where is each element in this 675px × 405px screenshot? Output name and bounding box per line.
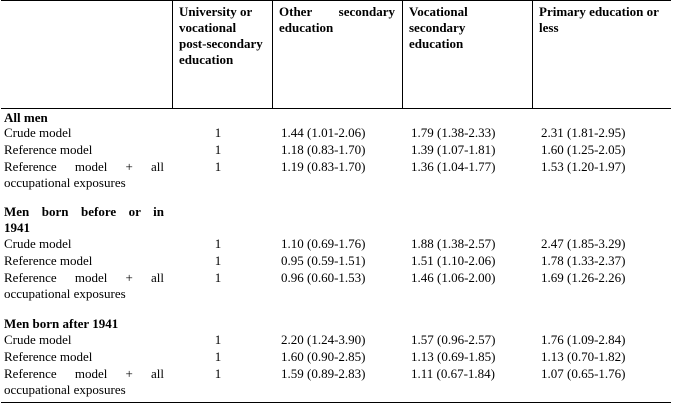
- cell-primary: 1.13 (0.70-1.82): [541, 349, 626, 364]
- cell-other-secondary: 0.95 (0.59-1.51): [281, 253, 366, 268]
- cell-other-secondary: 1.60 (0.90-2.85): [281, 349, 366, 364]
- cell-other-secondary: 1.44 (1.01-2.06): [281, 125, 366, 140]
- results-table: [1, 0, 671, 403]
- cell-primary: 1.53 (1.20-1.97): [541, 159, 626, 174]
- cell-primary: 1.60 (1.25-2.05): [541, 142, 626, 157]
- row-label: Reference model + all: [4, 366, 164, 381]
- cell-reference: 1: [214, 159, 222, 174]
- cell-primary: 1.76 (1.09-2.84): [541, 332, 626, 347]
- cell-other-secondary: 1.10 (0.69-1.76): [281, 236, 366, 251]
- row-label-line-2: occupational exposures: [4, 382, 126, 397]
- cell-other-secondary: 1.19 (0.83-1.70): [281, 159, 366, 174]
- section-title: Men born before or in: [4, 204, 164, 219]
- cell-reference: 1: [214, 236, 222, 251]
- cell-vocational-secondary: 1.79 (1.38-2.33): [411, 125, 496, 140]
- cell-other-secondary: 0.96 (0.60-1.53): [281, 270, 366, 285]
- cell-other-secondary: 2.20 (1.24-3.90): [281, 332, 366, 347]
- section-title: All men: [4, 110, 48, 125]
- cell-vocational-secondary: 1.11 (0.67-1.84): [411, 366, 496, 381]
- cell-vocational-secondary: 1.51 (1.10-2.06): [411, 253, 496, 268]
- header-divider: [532, 0, 533, 108]
- cell-reference: 1: [214, 125, 222, 140]
- cell-primary: 1.07 (0.65-1.76): [541, 366, 626, 381]
- cell-primary: 1.78 (1.33-2.37): [541, 253, 626, 268]
- cell-reference: 1: [214, 332, 222, 347]
- row-label: Crude model: [4, 125, 72, 140]
- cell-reference: 1: [214, 349, 222, 364]
- cell-reference: 1: [214, 253, 222, 268]
- cell-vocational-secondary: 1.88 (1.38-2.57): [411, 236, 496, 251]
- column-header-university: University or vocational post-secondary education: [179, 4, 263, 67]
- row-label: Reference model: [4, 253, 93, 268]
- cell-other-secondary: 1.59 (0.89-2.83): [281, 366, 366, 381]
- cell-vocational-secondary: 1.13 (0.69-1.85): [411, 349, 496, 364]
- column-header-primary: Primary education or less: [539, 4, 659, 35]
- cell-vocational-secondary: 1.36 (1.04-1.77): [411, 159, 496, 174]
- cell-primary: 1.69 (1.26-2.26): [541, 270, 626, 285]
- header-divider: [272, 0, 273, 108]
- cell-other-secondary: 1.18 (0.83-1.70): [281, 142, 366, 157]
- row-label: Reference model: [4, 142, 93, 157]
- cell-vocational-secondary: 1.57 (0.96-2.57): [411, 332, 496, 347]
- row-label: Reference model: [4, 349, 93, 364]
- row-label: Reference model + all: [4, 270, 164, 285]
- cell-reference: 1: [214, 366, 222, 381]
- column-header-other-secondary: Other secondary education: [279, 4, 395, 35]
- row-label: Reference model + all: [4, 159, 164, 174]
- header-rule: [1, 108, 671, 109]
- row-label-line-2: occupational exposures: [4, 175, 126, 190]
- row-label: Crude model: [4, 332, 72, 347]
- cell-reference: 1: [214, 270, 222, 285]
- cell-reference: 1: [214, 142, 222, 157]
- table-top-rule: [1, 0, 671, 1]
- header-divider: [402, 0, 403, 108]
- cell-vocational-secondary: 1.46 (1.06-2.00): [411, 270, 496, 285]
- cell-primary: 2.47 (1.85-3.29): [541, 236, 626, 251]
- cell-primary: 2.31 (1.81-2.95): [541, 125, 626, 140]
- cell-vocational-secondary: 1.39 (1.07-1.81): [411, 142, 496, 157]
- row-label-line-2: occupational exposures: [4, 286, 126, 301]
- section-title-line-2: 1941: [4, 220, 30, 235]
- row-label: Crude model: [4, 236, 72, 251]
- section-title: Men born after 1941: [4, 316, 119, 331]
- header-divider: [172, 0, 173, 108]
- column-header-vocational-secondary: Vocational secondary education: [409, 4, 468, 51]
- table-bottom-rule: [1, 402, 671, 403]
